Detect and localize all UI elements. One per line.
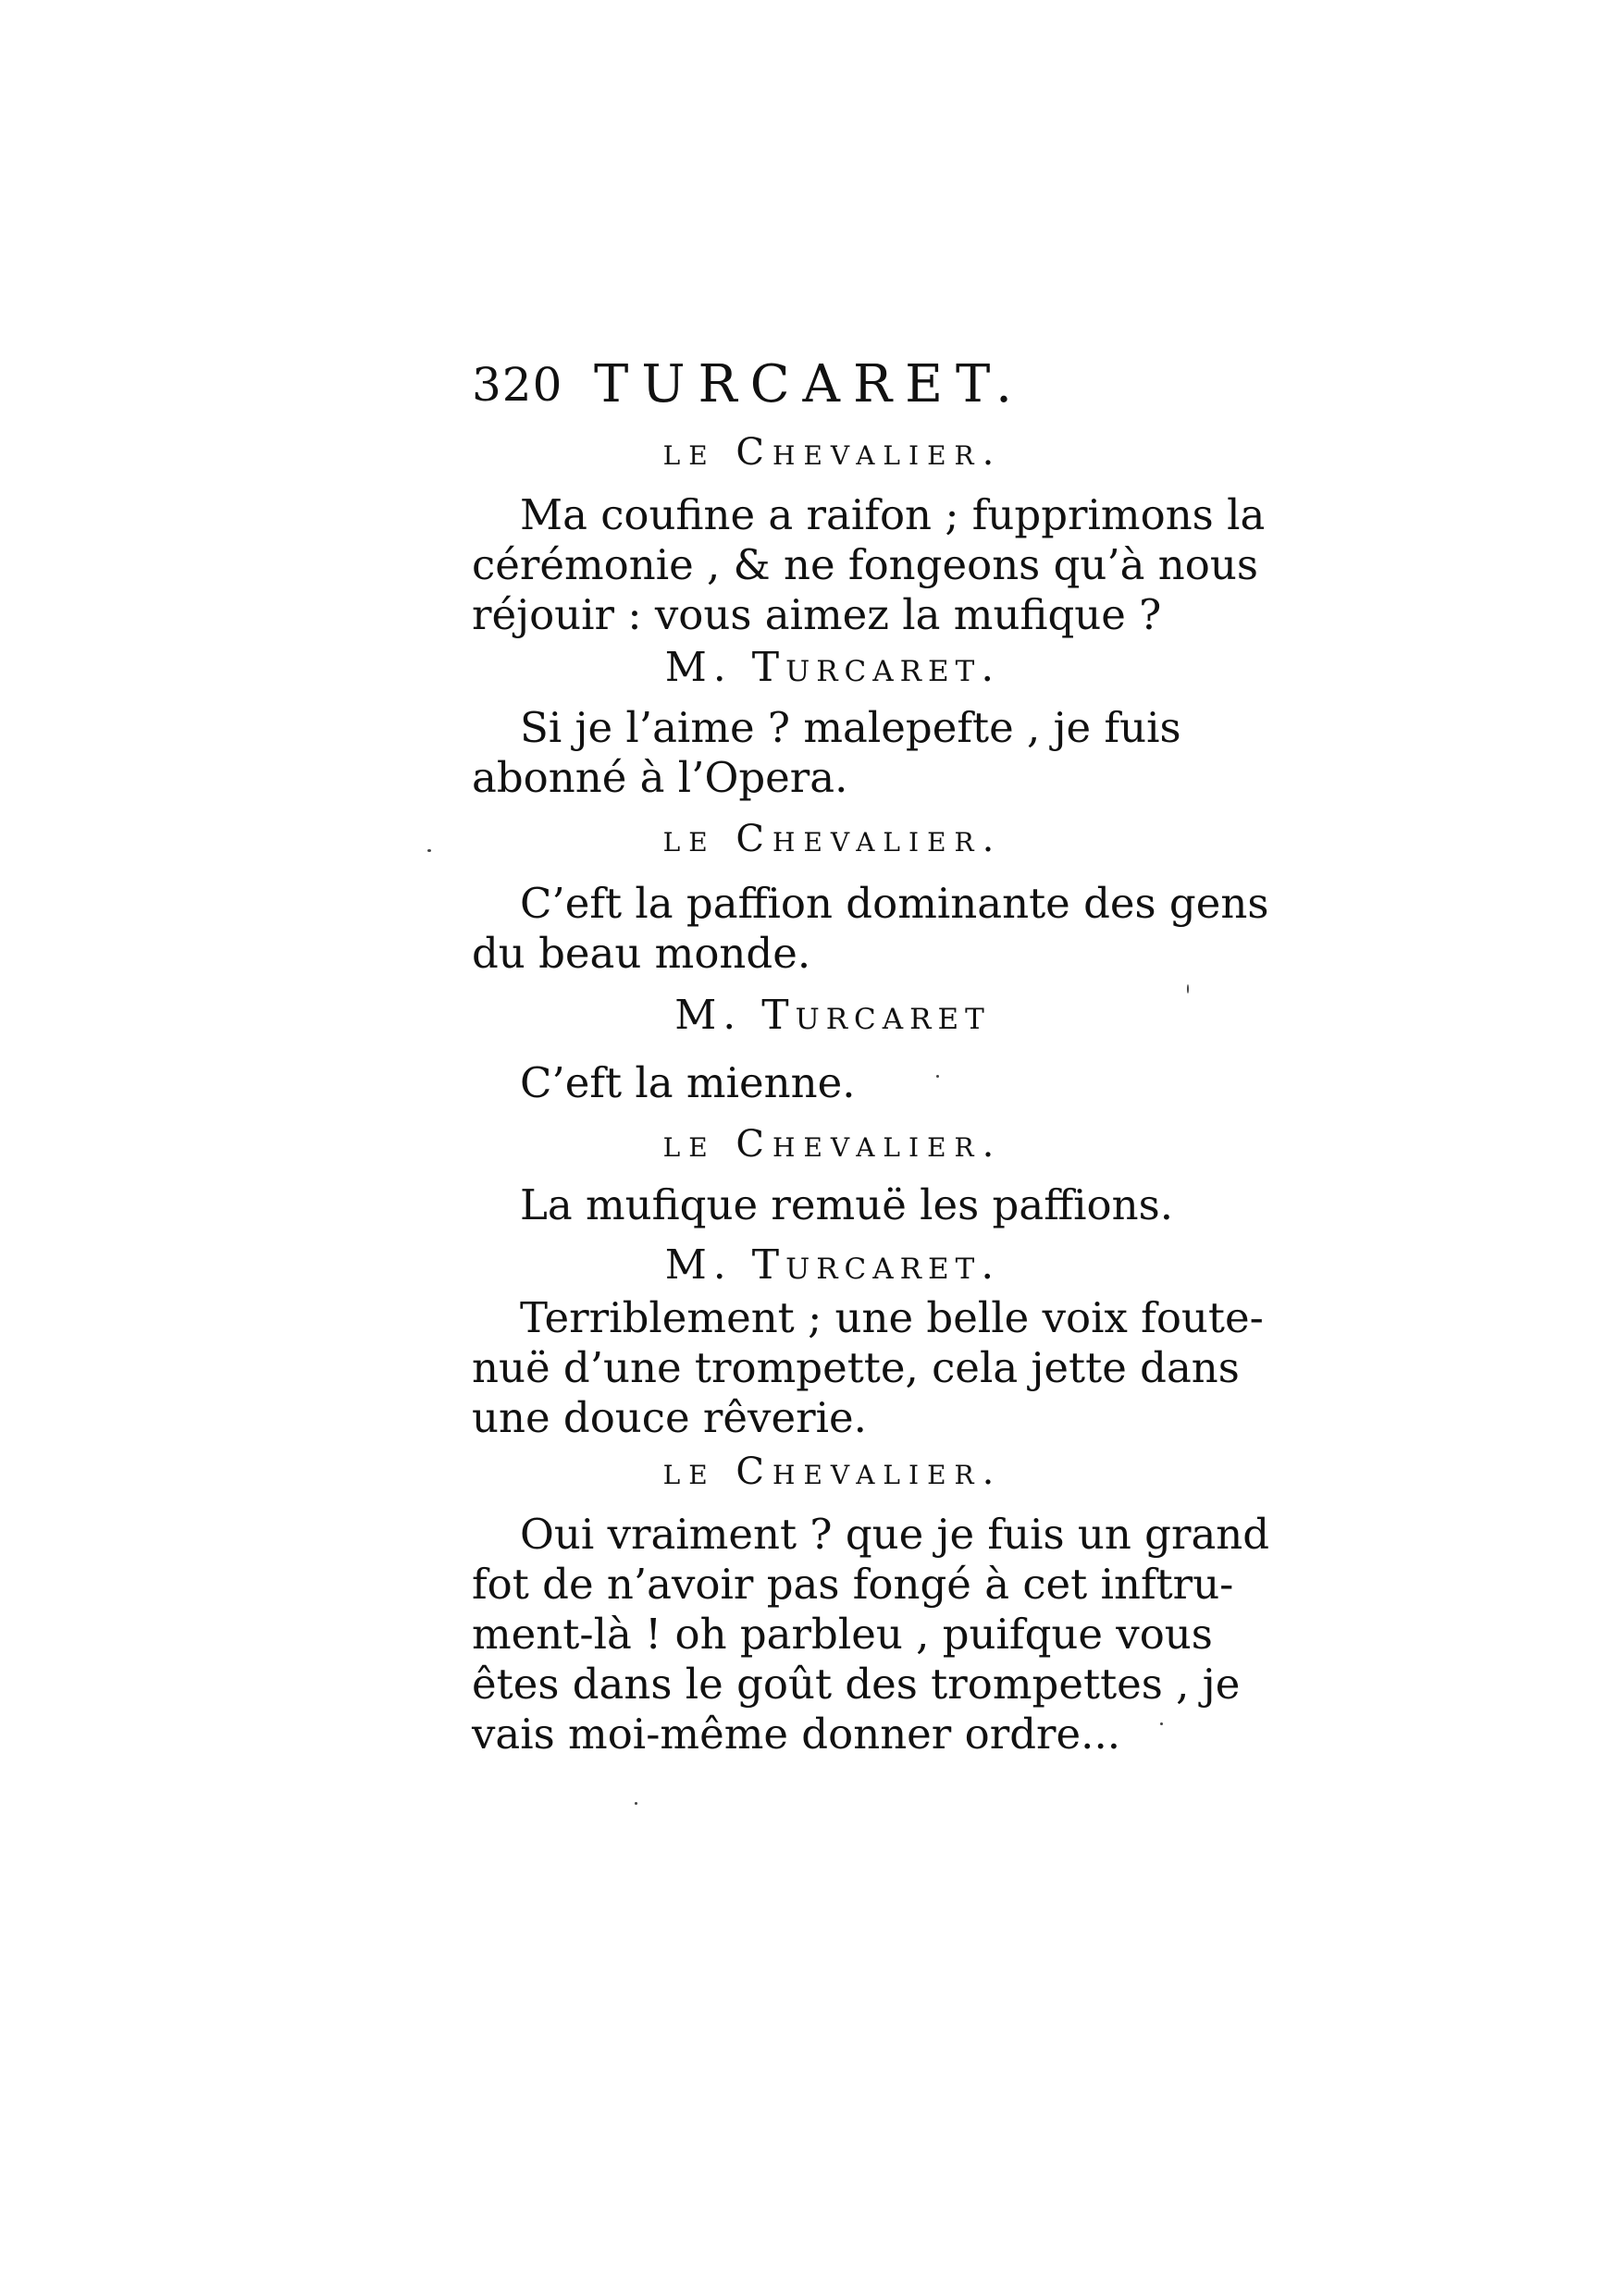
speaker-name: le Chevalier. <box>662 818 1003 860</box>
dialogue-line: cérémonie , & ne fongeons qu’à nous <box>472 540 1258 589</box>
dialogue-line: êtes dans le goût des trompettes , je <box>472 1660 1241 1709</box>
book-page <box>472 0 1270 2296</box>
dialogue-line: réjouir : vous aimez la mufique ? <box>472 590 1162 639</box>
dialogue-line: Terriblement ; une belle voix foute- <box>520 1293 1264 1342</box>
dialogue-line: Ma coufine a raifon ; fupprimons la <box>520 490 1266 539</box>
dialogue-line: vais moi-même donner ordre... <box>472 1710 1121 1759</box>
running-head <box>472 354 1193 419</box>
dialogue-line: du beau monde. <box>472 929 811 978</box>
running-title: TURCARET. <box>594 354 1025 414</box>
print-speck <box>427 849 431 852</box>
dialogue-line: Si je l’aime ? malepefte , je fuis <box>520 703 1181 752</box>
print-speck <box>936 1075 939 1078</box>
print-speck <box>635 1802 637 1805</box>
dialogue-line: C’eft la mienne. <box>520 1058 856 1107</box>
print-speck <box>1160 1722 1163 1725</box>
dialogue-line: une douce rêverie. <box>472 1393 867 1442</box>
speaker-name: M. Turcaret. <box>664 644 1001 691</box>
speaker-name: le Chevalier. <box>662 1123 1003 1166</box>
dialogue-line: fot de n’avoir pas fongé à cet inftru- <box>472 1560 1234 1609</box>
speaker-name: le Chevalier. <box>662 431 1003 474</box>
speaker-name: M. Turcaret <box>674 992 991 1039</box>
speaker-name: le Chevalier. <box>662 1450 1003 1493</box>
page-number: 320 <box>472 358 563 412</box>
dialogue-line: Oui vraiment ? que je fuis un grand <box>520 1510 1270 1559</box>
dialogue-line: ment-là ! oh parbleu , puifque vous <box>472 1610 1213 1659</box>
dialogue-line: abonné à l’Opera. <box>472 753 848 802</box>
speaker-name: M. Turcaret. <box>664 1241 1001 1289</box>
print-speck <box>1187 984 1189 994</box>
dialogue-line: La mufique remuë les paffions. <box>520 1180 1174 1229</box>
dialogue-line: C’eft la paffion dominante des gens <box>520 879 1269 928</box>
dialogue-line: nuë d’une trompette, cela jette dans <box>472 1343 1240 1392</box>
